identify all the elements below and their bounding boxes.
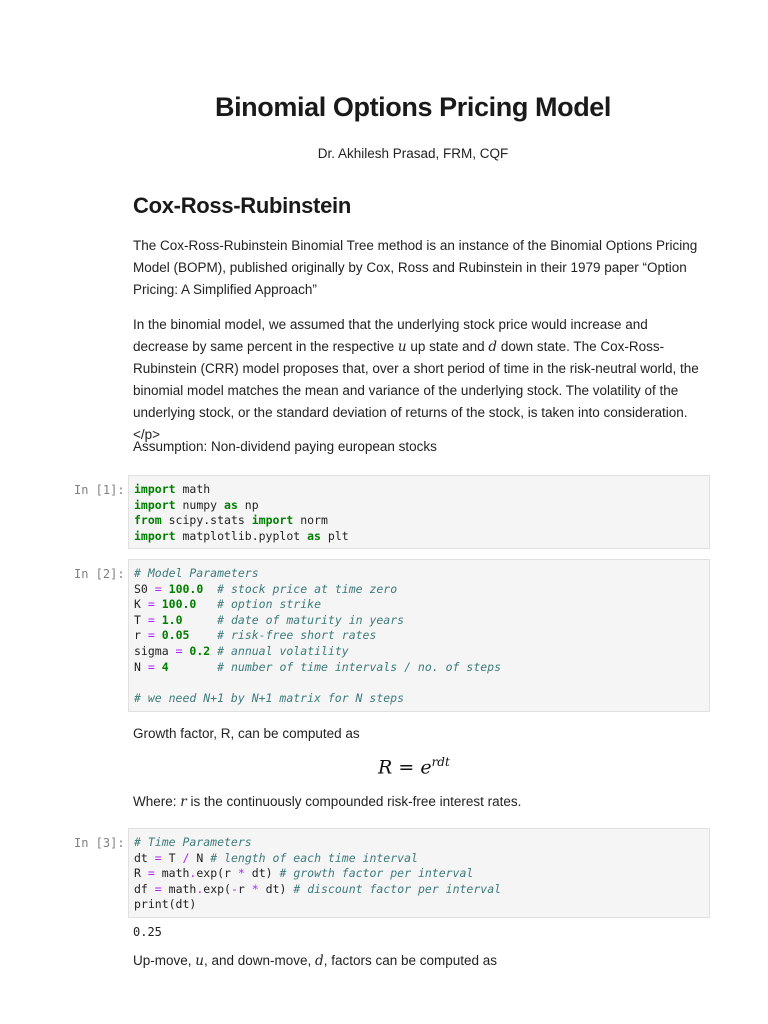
code-operator: = <box>147 612 155 627</box>
code-text: N <box>189 850 211 865</box>
code-text: K <box>134 597 148 612</box>
math-d: d <box>315 953 324 969</box>
updown-text-1: Up-move, <box>133 953 196 968</box>
code-line <box>134 566 704 582</box>
code-number: 0.05 <box>161 628 190 643</box>
code-text: math <box>154 866 190 881</box>
code-text: print(dt) <box>134 897 197 912</box>
code-comment: # discount factor per interval <box>293 881 502 896</box>
code-comment: # Model Parameters <box>134 566 259 580</box>
code-keyword: import <box>134 497 176 512</box>
cell-prompt: In [3]: <box>74 836 125 850</box>
code-line <box>134 498 704 514</box>
code-text: math <box>175 482 211 496</box>
code-text <box>155 613 162 627</box>
code-comment: # we need N+1 by N+1 matrix for N steps <box>134 690 405 705</box>
code-keyword: import <box>134 528 176 543</box>
code-text: T <box>134 612 148 627</box>
code-keyword: as <box>307 528 321 543</box>
code-text: R <box>134 866 148 881</box>
code-comment: # risk-free short rates <box>217 628 377 643</box>
code-text: norm <box>293 513 328 528</box>
math-u: u <box>195 953 204 969</box>
code-comment: # number of time intervals / no. of steps <box>217 659 502 674</box>
code-text: plt <box>320 528 349 543</box>
code-operator: = <box>154 881 162 896</box>
code-text: matplotlib.pyplot <box>175 528 308 543</box>
code-comment: # annual volatility <box>217 643 349 658</box>
code-line <box>134 513 704 529</box>
model-text-2: up state and <box>406 339 489 354</box>
code-text <box>162 582 169 596</box>
code-text: exp( <box>203 881 231 896</box>
code-text: dt) <box>258 881 294 896</box>
eq-exponent: rdt <box>431 755 450 769</box>
code-line <box>134 691 704 707</box>
growth-factor-equation <box>378 755 450 778</box>
code-line <box>134 882 704 898</box>
code-cell-model-parameters[interactable] <box>128 559 710 712</box>
updown-text-2: , and down-move, <box>203 953 316 968</box>
code-line <box>134 897 704 913</box>
code-text <box>155 660 162 674</box>
code-number: 100.0 <box>168 581 204 596</box>
code-text: sigma <box>134 643 176 658</box>
code-text: math <box>161 881 197 896</box>
code-number: 4 <box>161 659 169 674</box>
code-operator: . <box>196 881 204 896</box>
code-keyword: from <box>134 513 162 528</box>
code-keyword: import <box>251 513 294 528</box>
code-line <box>134 597 704 613</box>
cell-output: 0.25 <box>133 925 162 939</box>
code-operator: = <box>147 628 155 643</box>
model-paragraph <box>133 314 705 446</box>
code-text <box>155 597 162 611</box>
code-number: 100.0 <box>161 597 197 612</box>
code-operator: = <box>175 643 183 658</box>
code-comment: # option strike <box>217 597 321 612</box>
author-line: Dr. Akhilesh Prasad, FRM, CQF <box>317 146 509 161</box>
intro-paragraph: The Cox-Ross-Rubinstein Binomial Tree method is an instance of the Binomial Options Pricing Model (BOPM), published originally by Cox, Ross and Rubinstein in their 1979 paper “Option Pricing: A Simplified Approach” <box>133 238 698 297</box>
section-heading: Cox-Ross-Rubinstein <box>133 193 351 218</box>
code-line <box>134 482 704 498</box>
code-line <box>134 660 704 676</box>
eq-sign: = <box>392 756 421 779</box>
where-text-2: is the continuously compounded risk-free interest rates. <box>186 794 522 809</box>
code-comment: # stock price at time zero <box>217 581 398 596</box>
code-operator: - <box>230 881 238 896</box>
code-text: T <box>161 850 183 865</box>
math-r: r <box>180 794 187 810</box>
code-keyword: import <box>134 482 176 496</box>
code-text: dt) <box>244 866 280 881</box>
code-text: scipy.stats <box>161 513 252 528</box>
code-text: dt <box>134 850 155 865</box>
code-text <box>169 660 217 674</box>
code-text: np <box>237 497 259 512</box>
where-text <box>133 791 705 813</box>
code-line <box>134 613 704 629</box>
code-comment: # length of each time interval <box>210 850 418 865</box>
code-number: 0.2 <box>189 643 211 658</box>
model-text-3: down state. The Cox-Ross-Rubinstein (CRR) model proposes that, over a short period of time in the risk-neutral world, the binomial model matches the mean and variance of the underlying stock. The volatility of the underlying stock, or the standard deviation of returns of the stock, is taken into consideration.</p> <box>133 339 699 442</box>
code-text: r <box>134 628 148 643</box>
code-text: S0 <box>134 581 155 596</box>
code-operator: * <box>237 866 245 881</box>
assumption-text: Assumption: Non-dividend paying european stocks <box>133 439 437 454</box>
eq-base: e <box>420 756 432 779</box>
code-operator: * <box>251 881 259 896</box>
code-line <box>134 529 704 545</box>
eq-lhs: R <box>378 756 393 779</box>
code-text: N <box>134 659 148 674</box>
code-operator: = <box>147 659 155 674</box>
code-cell-time-parameters[interactable] <box>128 828 710 918</box>
updown-text <box>133 950 705 972</box>
code-operator: = <box>154 850 162 865</box>
code-line <box>134 851 704 867</box>
code-number: 1.0 <box>161 612 183 627</box>
code-line <box>134 835 704 851</box>
code-operator: = <box>147 866 155 881</box>
code-line <box>134 582 704 598</box>
code-line <box>134 866 704 882</box>
code-text: r <box>237 881 252 896</box>
code-text: numpy <box>175 497 225 512</box>
page-title: Binomial Options Pricing Model <box>214 92 612 122</box>
math-u: u <box>397 339 407 355</box>
code-text: df <box>134 881 155 896</box>
code-line <box>134 628 704 644</box>
cell-prompt: In [2]: <box>74 567 125 581</box>
code-operator: = <box>147 597 155 612</box>
where-text-1: Where: <box>133 794 181 809</box>
code-text: exp(r <box>196 866 238 881</box>
code-comment: # growth factor per interval <box>279 866 474 881</box>
code-comment: # date of maturity in years <box>217 612 405 627</box>
code-keyword: as <box>224 497 238 512</box>
cell-prompt: In [1]: <box>74 483 125 497</box>
code-line <box>134 644 704 660</box>
code-text <box>155 628 162 642</box>
code-line <box>134 675 704 691</box>
code-operator: . <box>189 866 197 881</box>
code-cell-imports[interactable] <box>128 475 710 549</box>
code-text <box>196 597 217 611</box>
code-text <box>183 613 218 627</box>
code-text <box>189 628 217 642</box>
math-d: d <box>488 339 498 355</box>
code-text <box>203 582 217 596</box>
growth-factor-text: Growth factor, R, can be computed as <box>133 726 360 741</box>
code-comment: # Time Parameters <box>134 835 252 849</box>
code-operator: = <box>154 581 162 596</box>
model-text-1: In the binomial model, we assumed that the underlying stock price would increase and decrease by same percent in the respective <box>133 317 648 354</box>
updown-text-3: , factors can be computed as <box>323 953 498 968</box>
code-operator: / <box>182 850 190 865</box>
